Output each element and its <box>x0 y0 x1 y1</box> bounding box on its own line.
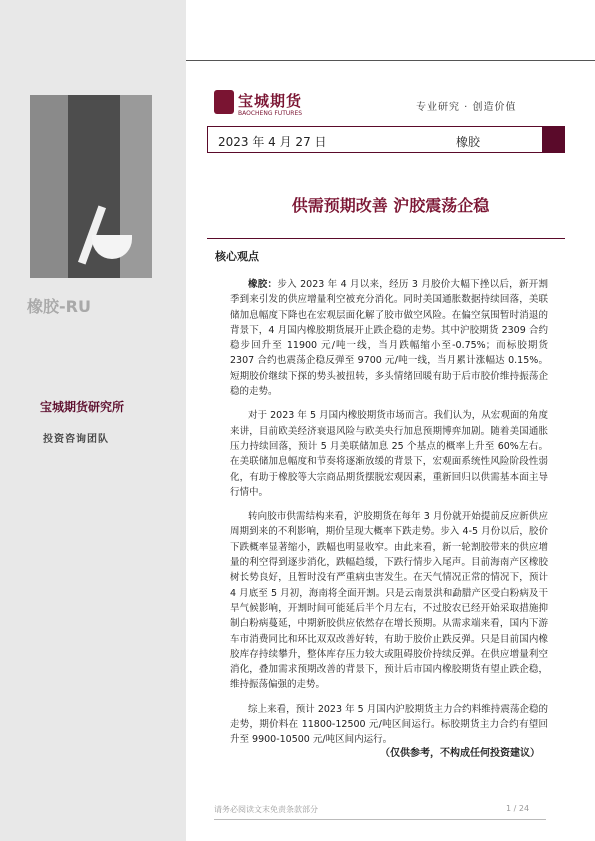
paragraph-3: 转向胶市供需结构来看，沪胶期货在每年 3 月份就开始提前反应新供应周期到来的不利影响，期价呈现大概率下跌走势。步入 4-5 月份以后，胶价下跌概率显著缩小，跌幅也明显收窄。由此来看，新一轮割胶带来的供应增量的利空得到逐步消化，跌幅趋缓，下跌行情步入尾声。目前海南产区橡胶树长势良好，且暂时没有严重病虫害发生。在天气情况正常的情况下，预计 4 月底至 5 月初，海南将全面开割。只是云南景洪和勐腊产区受白粉病及干旱气候影响，开割时间可能延后半个月左右，不过胶农已经开始采取措施抑制白粉病蔓延，中期新胶供应依然存在增长预期。从需求端来看，国内下游车市消费同比和环比双双改善好转，有助于胶价止跌反弹。只是目前国内橡胶库存持续攀升，整体库存压力较大或阻碍胶价持续反弹。在供应增量利空消化，叠加需求预期改善的背景下，预计后市国内橡胶期货有望止跌企稳，维持振荡偏强的走势。 <box>230 511 548 691</box>
sidebar-title: 橡胶-RU <box>27 297 91 316</box>
paragraph-2: 对于 2023 年 5 月国内橡胶期货市场而言。我们认为，从宏观面的角度来讲，目前欧美经济衰退风险与欧美央行加息预期博弈加剧。随着美国通胀压力持续回落，预计 5 月美联储加息 25 个基点的概率上升至 60%左右。在美联储加息幅度和节奏将逐渐放缓的背景下，宏观面系统性风险阶段性弱化，有助于橡胶等大宗商品期货摆脱宏观因素，重新回归以供需基本面主导行情中。 <box>230 410 548 498</box>
section-title: 核心观点 <box>215 250 259 263</box>
disclaimer: （仅供参考，不构成任何投资建议） <box>380 748 540 759</box>
logo-text-cn: 宝城期货 <box>238 92 303 110</box>
date-bar-accent <box>542 127 564 152</box>
paragraph-1 <box>230 277 548 399</box>
sidebar <box>0 0 186 841</box>
paragraph-1-text: 步入 2023 年 4 月以来，经历 3 月胶价大幅下挫以后，新开割季到来引发的供应增量利空被充分消化。同时美国通胀数据持续回落，美联储加息幅度下降也在宏观层面化解了胶市做空风险。在偏空氛围暂时消退的背景下，4 月国内橡胶期货展开止跌企稳的走势。其中沪胶期货 2309 合约稳步回升至 11900 元/吨一线，当月跌幅缩小至-0.75%；而标胶期货 2307 合约也震荡企稳反弹至 9700 元/吨一线，当月累计涨幅达 0.15%。短期胶价继续下探的势头被扭转，多头情绪回暖有助于后市胶价维持振荡企稳的走势。 <box>230 279 548 398</box>
rubber-tree-photo <box>30 95 152 278</box>
report-body <box>230 277 548 757</box>
logo-icon <box>214 90 234 114</box>
footer-divider <box>214 819 546 820</box>
logo-text-en: BAOCHENG FUTURES <box>238 110 303 117</box>
slogan: 专业研究 · 创造价值 <box>416 102 517 113</box>
report-topic: 橡胶 <box>456 135 481 149</box>
footer-note: 请务必阅读文末免责条款部分 <box>214 805 318 814</box>
team-name: 投资咨询团队 <box>43 434 109 445</box>
institute-name: 宝城期货研究所 <box>40 400 125 414</box>
headline-divider <box>207 238 565 239</box>
page-number: 1 / 24 <box>506 804 530 813</box>
top-divider <box>186 60 595 61</box>
headline: 供需预期改善 沪胶震荡企稳 <box>291 196 490 215</box>
company-logo <box>214 90 314 118</box>
report-date: 2023 年 4 月 27 日 <box>218 135 327 149</box>
lead-label: 橡胶： <box>248 279 278 290</box>
date-bar <box>207 126 565 153</box>
paragraph-4: 综上来看，预计 2023 年 5 月国内沪胶期货主力合约料维持震荡企稳的走势，期价料在 11800-12500 元/吨区间运行。标胶期货主力合约有望回升至 9900-10500 元/吨区间内运行。 <box>230 703 548 746</box>
